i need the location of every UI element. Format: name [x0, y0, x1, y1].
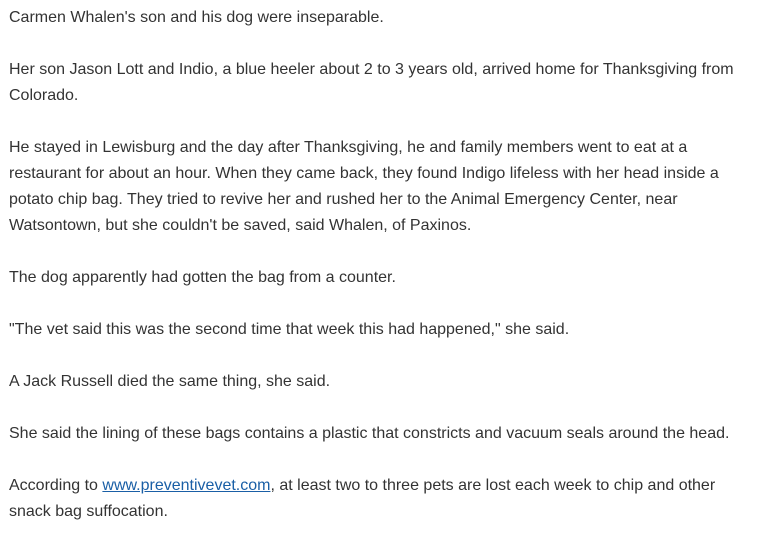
paragraph-5: "The vet said this was the second time that week this had happened," she said.	[9, 321, 570, 338]
paragraph-8-before-link: According to	[9, 477, 103, 494]
paragraph-7: She said the lining of these bags contains a plastic that constricts and vacuum seals around the head.	[9, 425, 730, 442]
preventivevet-link[interactable]: www.preventivevet.com	[102, 477, 271, 494]
paragraph-1: Carmen Whalen's son and his dog were inseparable.	[9, 9, 384, 26]
paragraph-6: A Jack Russell died the same thing, she said.	[9, 373, 331, 390]
paragraph-4: The dog apparently had gotten the bag from a counter.	[9, 269, 396, 286]
paragraph-8-after-link: , at least two to three pets are lost each week to chip and other snack bag suffocation.	[9, 477, 716, 520]
paragraph-2: Her son Jason Lott and Indio, a blue heeler about 2 to 3 years old, arrived home for Thanksgiving from Colorado.	[9, 61, 734, 104]
paragraph-8	[9, 473, 750, 525]
paragraph-3: He stayed in Lewisburg and the day after Thanksgiving, he and family members went to eat at a restaurant for about an hour. When they came back, they found Indigo lifeless with her head inside a potato chip bag. They tried to revive her and rushed her to the Animal Emergency Center, near Watsontown, but she couldn't be saved, said Whalen, of Paxinos.	[9, 139, 719, 234]
